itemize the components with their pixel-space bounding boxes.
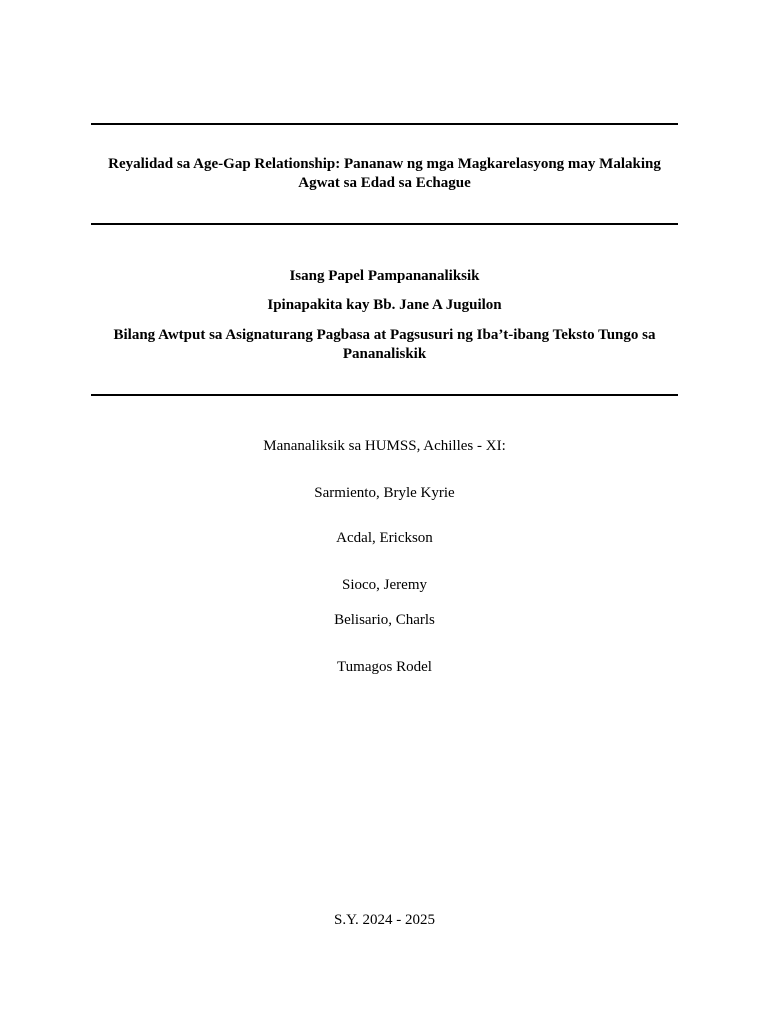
- document-title: Reyalidad sa Age-Gap Relationship: Pananaw ng mga Magkarelasyong may Malaking Agwat sa Edad sa Echague: [108, 156, 661, 191]
- researcher-name: Sioco, Jeremy: [342, 577, 427, 593]
- researcher-name: Sarmiento, Bryle Kyrie: [314, 485, 455, 501]
- researcher-name: Acdal, Erickson: [336, 530, 433, 546]
- researcher-name: Tumagos Rodel: [337, 659, 432, 675]
- school-year: S.Y. 2024 - 2025: [334, 912, 435, 928]
- paper-type: Isang Papel Pampananaliksik: [289, 268, 480, 284]
- researchers-label: Mananaliksik sa HUMSS, Achilles - XI:: [263, 438, 506, 454]
- presented-to: Ipinapakita kay Bb. Jane A Juguilon: [267, 297, 502, 313]
- title-divider: [91, 223, 678, 225]
- top-divider: [91, 123, 678, 125]
- output-for: Bilang Awtput sa Asignaturang Pagbasa at Pagsusuri ng Iba’t-ibang Teksto Tungo sa Pananaliskik: [113, 327, 656, 362]
- researcher-name: Belisario, Charls: [334, 612, 435, 628]
- section-divider: [91, 394, 678, 396]
